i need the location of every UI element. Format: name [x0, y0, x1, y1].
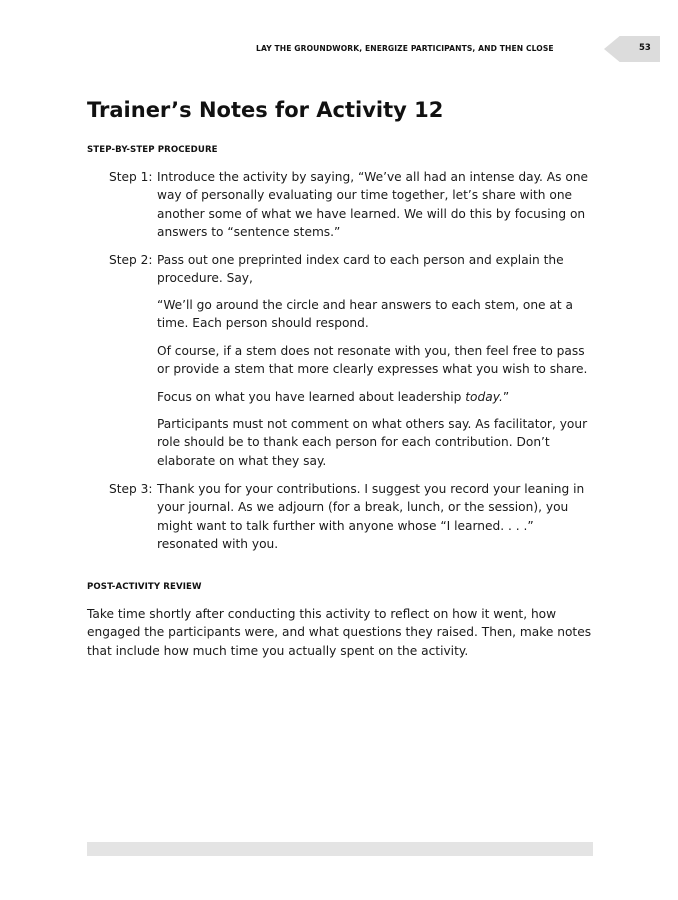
step-2-text: Pass out one preprinted index card to each person and explain the procedure. Say,	[157, 253, 564, 286]
focus-text: Focus on what you have learned about leadership	[157, 390, 466, 404]
step-3	[109, 480, 589, 553]
running-header: LAY THE GROUNDWORK, ENERGIZE PARTICIPANTS, AND THEN CLOSE	[256, 44, 554, 53]
page-title: Trainer’s Notes for Activity 12	[87, 98, 444, 122]
step-2	[109, 251, 589, 288]
step-2-label: Step 2:	[109, 253, 153, 267]
step-2-quote-1: “We’ll go around the circle and hear answers to each stem, one at a time. Each person should respond.	[157, 298, 574, 331]
step-1-text: Introduce the activity by saying, “We’ve all had an intense day. As one way of personally evaluating our time together, let’s share with one another some of what we have learned. We will do this by focusing on answers to “sentence stems.”	[157, 170, 589, 239]
step-2-focus	[157, 388, 589, 406]
step-2-instructions: Participants must not comment on what others say. As facilitator, your role should be to thank each person for each contribution. Don’t elaborate on what they say.	[157, 417, 588, 468]
step-1	[109, 168, 589, 241]
review-text: Take time shortly after conducting this activity to reflect on how it went, how engaged the participants were, and what questions they raised. Then, make notes that include how much time you actually spent on the activity.	[87, 607, 592, 658]
step-1-label: Step 1:	[109, 170, 153, 184]
page-number-tab	[604, 36, 660, 62]
focus-close-quote: ”	[502, 390, 510, 404]
focus-emphasis: today.	[465, 390, 503, 404]
step-3-text: Thank you for your contributions. I suggest you record your leaning in your journal. As we adjourn (for a break, lunch, or the session), you might want to talk further with anyone whose “I learned. . . .” resonated with you.	[157, 482, 585, 551]
review-heading: POST-ACTIVITY REVIEW	[87, 582, 202, 592]
page-number: 53	[639, 43, 651, 53]
step-2-quote-2: Of course, if a stem does not resonate with you, then feel free to pass or provide a stem that more clearly expresses what you wish to share.	[157, 344, 588, 377]
step-3-label: Step 3:	[109, 482, 153, 496]
footer-bar	[87, 842, 593, 856]
procedure-heading: STEP-BY-STEP PROCEDURE	[87, 145, 218, 155]
